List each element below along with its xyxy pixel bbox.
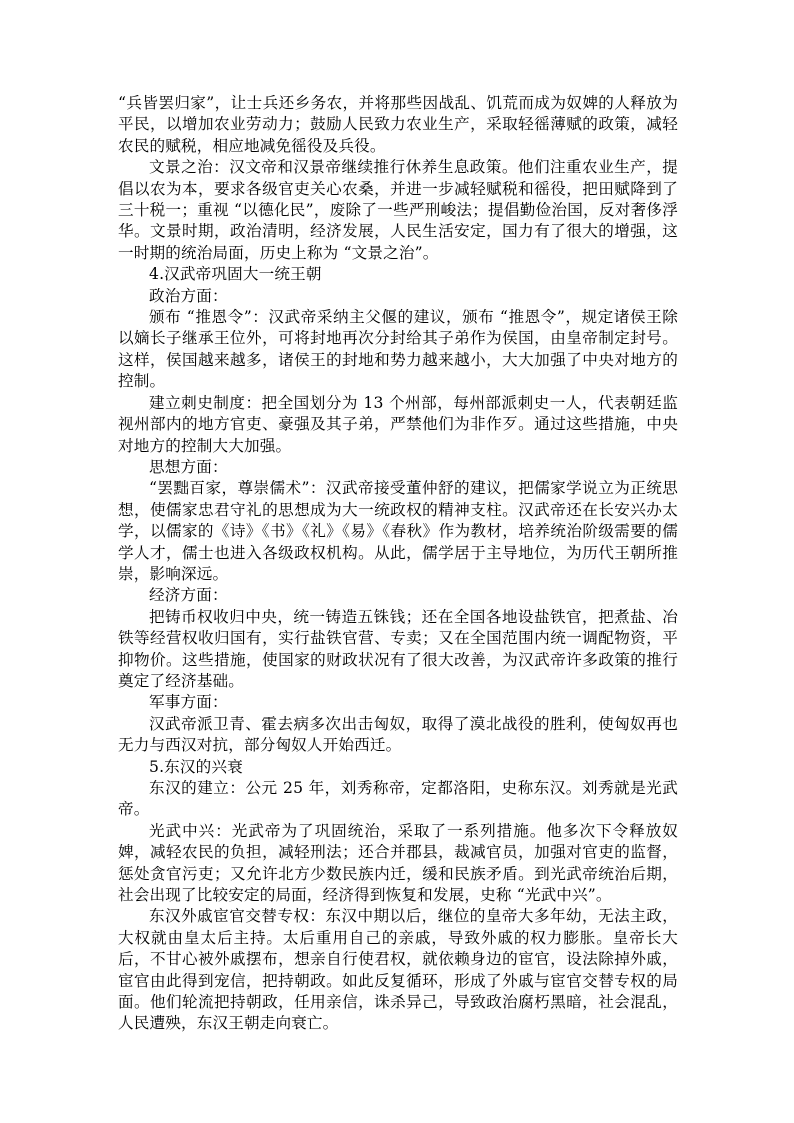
paragraph-cishi-system: 建立刺史制度：把全国划分为 13 个州部，每州部派刺史一人，代表朝廷监视州部内的地方官吏、豪强及其子弟，严禁他们为非作歹。通过这些措施，中央对地方的控制大大加强。 — [118, 393, 678, 455]
paragraph-guangwu-restoration: 光武中兴：光武帝为了巩固统治，采取了一系列措施。他多次下令释放奴婢，减轻农民的负担，减轻刑法；还合并郡县，裁减官员，加强对官吏的监督，惩处贪官污吏；又允许北方少数民族内迁，缓和民族矛盾。到光武帝统治后期，社会出现了比较安定的局面，经济得到恢复和发展，史称 “光武中兴”。 — [118, 821, 678, 905]
section-heading-eastern-han: 5.东汉的兴衰 — [149, 757, 243, 776]
subheading-economy: 经济方面： — [149, 586, 228, 605]
paragraph-liberation-of-slaves: “兵皆罢归家”，让士兵还乡务农，并将那些因战乱、饥荒而成为奴婢的人释放为平民，以增加农业劳动力；鼓励人民致力农业生产，采取轻徭薄赋的政策，减轻农民的赋税，相应地减免徭役及兵役。 — [118, 94, 678, 155]
paragraph-consort-eunuch-rule: 东汉外戚宦官交替专权：东汉中期以后，继位的皇帝大多年幼，无法主政，大权就由皇太后主持。太后重用自己的亲戚，导致外戚的权力膨胀。皇帝长大后，不甘心被外戚摆布，想亲自行使君权，就依赖身边的宦官，设法除掉外戚，宦官由此得到宠信，把持朝政。如此反复循环，形成了外戚与宦官交替专权的局面。他们轮流把持朝政，任用亲信，诛杀异己，导致政治腐朽黑暗，社会混乱，人民遭殃，东汉王朝走向衰亡。 — [118, 907, 678, 1033]
paragraph-wenjing-rule: 文景之治：汉文帝和汉景帝继续推行休养生息政策。他们注重农业生产，提倡以农为本，要求各级官吏关心农桑，并进一步减轻赋税和徭役，把田赋降到了三十税一；重视 “以德化民”，废除了一些严刑峻法；提倡勤俭治国，反对奢侈浮华。文景时期，政治清明，经济发展，人民生活安定，国力有了很大的增强，这一时期的统治局面，历史上称为 “文景之治”。 — [118, 158, 678, 262]
paragraph-economy-policy: 把铸币权收归中央，统一铸造五铢钱；还在全国各地设盐铁官，把煮盐、冶铁等经营权收归国有，实行盐铁官营、专卖；又在全国范围内统一调配物资，平抑物价。这些措施，使国家的财政状况有了很大改善，为汉武帝许多政策的推行奠定了经济基础。 — [118, 607, 678, 690]
subheading-politics: 政治方面： — [149, 286, 228, 305]
paragraph-eastern-han-founding: 东汉的建立：公元 25 年，刘秀称帝，定都洛阳，史称东汉。刘秀就是光武帝。 — [118, 779, 678, 819]
subheading-military: 军事方面： — [149, 693, 228, 712]
section-heading-han-wudi: 4.汉武帝巩固大一统王朝 — [149, 265, 322, 284]
subheading-ideology: 思想方面： — [149, 457, 228, 476]
paragraph-tuien-edict: 颁布 “推恩令”：汉武帝采纳主父偃的建议，颁布 “推恩令”，规定诸侯王除以嫡长子继承王位外，可将封地再次分封给其子弟作为侯国，由皇帝制定封号。这样，侯国越来越多，诸侯王的封地和势力越来越小，大大加强了中央对地方的控制。 — [118, 308, 678, 391]
document-body — [118, 93, 678, 1035]
paragraph-confucianism: “罢黜百家，尊崇儒术”：汉武帝接受董仲舒的建议，把儒家学说立为正统思想，使儒家忠君守礼的思想成为大一统政权的精神支柱。汉武帝还在长安兴办太学，以儒家的《诗》《书》《礼》《易》《春秋》作为教材，培养统治阶级需要的儒学人才，儒士也进入各级政权机构。从此，儒学居于主导地位，为历代王朝所推崇，影响深远。 — [118, 479, 678, 583]
paragraph-xiongnu-campaign: 汉武帝派卫青、霍去病多次出击匈奴，取得了漠北战役的胜利，使匈奴再也无力与西汉对抗，部分匈奴人开始西迁。 — [118, 714, 678, 755]
